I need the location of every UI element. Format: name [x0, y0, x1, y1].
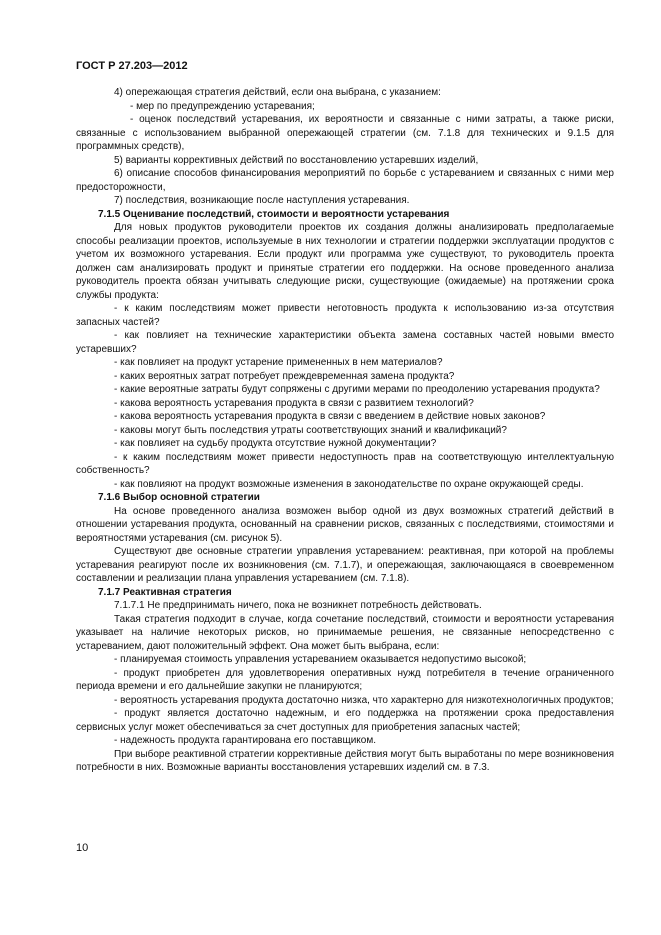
list-item: - каких вероятных затрат потребует преждевременная замена продукта?	[114, 370, 455, 382]
list-item: - какова вероятность устаревания продукта в связи с введением в действие новых законов?	[114, 411, 546, 422]
paragraph: Для новых продуктов руководители проектов их создания должны анализировать предполагаемые способы реализации проектов, используемые в них технологии и стратегии поддержки эксплуатации продуктов с учетом их возможного устаревания. Если продукт или программа уже существуют, то руководитель проекта должен сам анализировать продукт и принятые стратегии его поддержки. На основе проведенного анализа руководитель проекта обязан учитывать следующие риски, существующие (ожидаемые) на протяжении срока службы продукта:	[76, 222, 614, 301]
list-item: - как повлияют на продукт возможные изменения в законодательстве по охране окружающей среды.	[114, 478, 584, 490]
list-item: - какова вероятность устаревания продукта в связи с развитием технологий?	[114, 397, 474, 409]
list-item: - какие вероятные затраты будут сопряжены с другими мерами по преодолению устаревания продукта?	[114, 384, 600, 395]
list-item: - как повлияет на продукт устарение примененных в нем материалов?	[114, 357, 443, 368]
paragraph: 7) последствия, возникающие после наступления устаревания.	[114, 195, 410, 206]
paragraph: 4) опережающая стратегия действий, если она выбрана, с указанием:	[114, 87, 441, 98]
list-item: - продукт приобретен для удовлетворения оперативных нужд потребителя в течение ограниченного периода времени и его дальнейшие закупки не планируются;	[76, 667, 614, 692]
list-item: - продукт является достаточно надежным, и его поддержка на протяжении срока предоставления сервисных услуг может обеспечиваться за счет доступных для приобретения запасных частей;	[76, 708, 614, 733]
paragraph: 6) описание способов финансирования мероприятий по борьбе с устареванием и связанных с ними мер предосторожности,	[76, 168, 614, 193]
list-item: - планируемая стоимость управления устареванием оказывается недопустимо высокой;	[114, 654, 527, 665]
page-body	[76, 86, 614, 775]
list-item: - оценок последствий устаревания, их вероятности и связанные с ними затраты, а также риски, связанные с использованием выбранной опережающей стратегии (см. 7.1.8 для технических и 9.1.5 для программных средств),	[76, 114, 614, 152]
paragraph: 5) варианты коррективных действий по восстановлению устаревших изделий,	[114, 154, 479, 166]
document-header: ГОСТ Р 27.203—2012	[76, 60, 188, 72]
section-heading: 7.1.6 Выбор основной стратегии	[98, 492, 260, 503]
list-item: - вероятность устаревания продукта достаточно низка, что характерно для низкотехнологичных продуктов;	[114, 694, 614, 706]
list-item: - к каким последствиям может привести неготовность продукта к использованию из-за отсутствия запасных частей?	[76, 303, 614, 328]
paragraph: Существуют две основные стратегии управления устареванием: реактивная, при которой на проблемы устаревания реагируют после их возникновения (см. 7.1.7), и опережающая, заключающаяся в своевременном составлении и реализации плана управления устареванием (см. 7.1.8).	[76, 546, 614, 584]
section-heading: 7.1.5 Оценивание последствий, стоимости и вероятности устаревания	[98, 208, 450, 220]
list-item: - надежность продукта гарантирована его поставщиком.	[114, 735, 376, 746]
page-number: 10	[76, 842, 89, 854]
section-heading: 7.1.7 Реактивная стратегия	[98, 586, 232, 598]
paragraph: При выборе реактивной стратегии коррективные действия могут быть выработаны по мере возникновения потребности в них. Возможные варианты восстановления устаревших изделий см. в 7.3.	[76, 748, 614, 773]
paragraph: На основе проведенного анализа возможен выбор одной из двух возможных стратегий действий в отношении устаревания продукта, основанный на сравнении рисков, связанных с последствиями, стоимостями и вероятностями устаревания (см. рисунок 5).	[76, 505, 614, 544]
list-item: - мер по предупреждению устаревания;	[130, 100, 315, 112]
list-item: - как повлияет на судьбу продукта отсутствие нужной документации?	[114, 438, 437, 449]
paragraph: 7.1.7.1 Не предпринимать ничего, пока не возникнет потребность действовать.	[114, 600, 482, 611]
list-item: - каковы могут быть последствия утраты соответствующих знаний и квалификаций?	[114, 424, 507, 436]
paragraph: Такая стратегия подходит в случае, когда сочетание последствий, стоимости и вероятности устаревания указывает на наличие некоторых рисков, но принимаемые решения, не связанные непосредственно с устареванием, дают положительный эффект. Она может быть выбрана, если:	[76, 613, 614, 652]
list-item: - как повлияет на технические характеристики объекта замена составных частей новыми вместо устаревших?	[76, 330, 614, 355]
list-item: - к каким последствиям может привести недоступность прав на соответствующую интеллектуальную собственность?	[76, 451, 614, 476]
